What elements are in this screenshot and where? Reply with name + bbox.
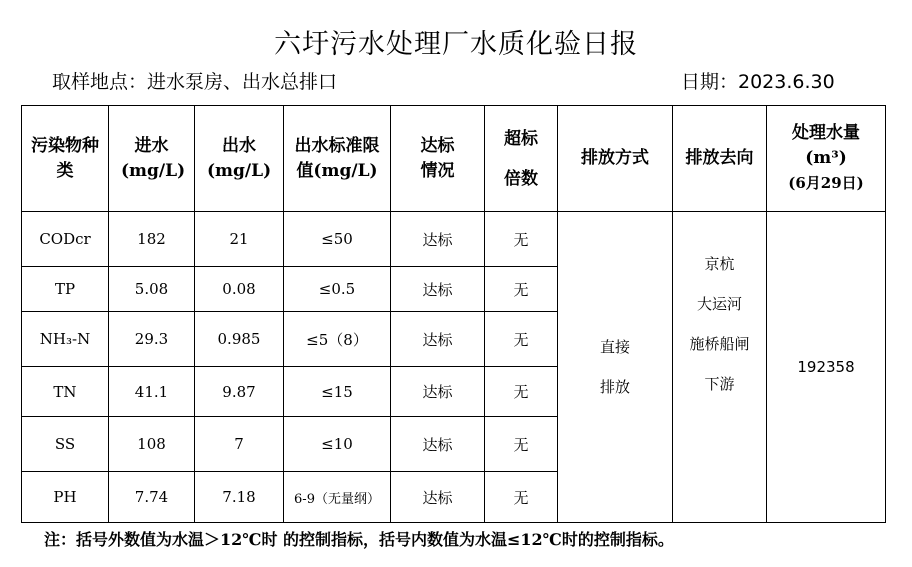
header-status: 达标情况 <box>391 106 485 212</box>
standard-limit: 6-9（无量纲） <box>284 472 391 523</box>
table-row <box>22 212 886 267</box>
influent-value: 7.74 <box>109 472 195 523</box>
exceed-value: 无 <box>485 417 558 472</box>
discharge-destination-line: 大运河 <box>696 295 742 313</box>
header-influent: 进水(mg/L) <box>109 106 195 212</box>
effluent-value: 9.87 <box>195 367 284 417</box>
status-value: 达标 <box>391 367 485 417</box>
pollutant-name: TN <box>22 367 109 417</box>
pollutant-name: TP <box>22 267 109 312</box>
effluent-value: 0.985 <box>195 312 284 367</box>
header-volume-date: (6月29日) <box>788 174 864 192</box>
discharge-destination-line: 京杭 <box>704 255 735 273</box>
exceed-value: 无 <box>485 312 558 367</box>
pollutant-name: NH₃-N <box>22 312 109 367</box>
effluent-value: 0.08 <box>195 267 284 312</box>
sampling-location: 取样地点：进水泵房、出水总排口 <box>52 71 338 93</box>
discharge-destination <box>673 212 767 523</box>
discharge-destination-line: 施桥船闸 <box>689 335 750 353</box>
treated-volume: 192358 <box>767 212 886 523</box>
header-volume-label: 处理水量(m³) <box>792 123 860 168</box>
standard-limit: ≤10 <box>284 417 391 472</box>
header-effluent: 出水(mg/L) <box>195 106 284 212</box>
standard-limit: ≤0.5 <box>284 267 391 312</box>
influent-value: 182 <box>109 212 195 267</box>
influent-value: 5.08 <box>109 267 195 312</box>
status-value: 达标 <box>391 472 485 523</box>
influent-value: 108 <box>109 417 195 472</box>
footnote: 注：括号外数值为水温＞12℃时 的控制指标，括号内数值为水温≤12℃时的控制指标。 <box>44 530 674 549</box>
header-standard: 出水标准限值(mg/L) <box>284 106 391 212</box>
discharge-method-line: 直接 <box>599 338 630 356</box>
exceed-value: 无 <box>485 267 558 312</box>
water-quality-table <box>21 105 886 523</box>
discharge-destination-line: 下游 <box>704 375 735 393</box>
pollutant-name: PH <box>22 472 109 523</box>
standard-limit: ≤15 <box>284 367 391 417</box>
header-row <box>22 106 886 212</box>
standard-limit: ≤50 <box>284 212 391 267</box>
influent-value: 41.1 <box>109 367 195 417</box>
effluent-value: 7 <box>195 417 284 472</box>
header-exceed: 超标倍数 <box>485 106 558 212</box>
report-title: 六圩污水处理厂水质化验日报 <box>274 29 638 60</box>
status-value: 达标 <box>391 212 485 267</box>
header-discharge-method: 排放方式 <box>558 106 673 212</box>
header-pollutant: 污染物种类 <box>22 106 109 212</box>
discharge-method <box>558 212 673 523</box>
exceed-value: 无 <box>485 212 558 267</box>
influent-value: 29.3 <box>109 312 195 367</box>
standard-limit: ≤5（8） <box>284 312 391 367</box>
status-value: 达标 <box>391 267 485 312</box>
effluent-value: 21 <box>195 212 284 267</box>
report-date: 日期：2023.6.30 <box>681 71 835 93</box>
header-discharge-destination: 排放去向 <box>673 106 767 212</box>
pollutant-name: SS <box>22 417 109 472</box>
exceed-value: 无 <box>485 472 558 523</box>
header-volume <box>767 106 886 212</box>
effluent-value: 7.18 <box>195 472 284 523</box>
status-value: 达标 <box>391 312 485 367</box>
status-value: 达标 <box>391 417 485 472</box>
pollutant-name: CODcr <box>22 212 109 267</box>
discharge-method-line: 排放 <box>599 378 630 396</box>
exceed-value: 无 <box>485 367 558 417</box>
